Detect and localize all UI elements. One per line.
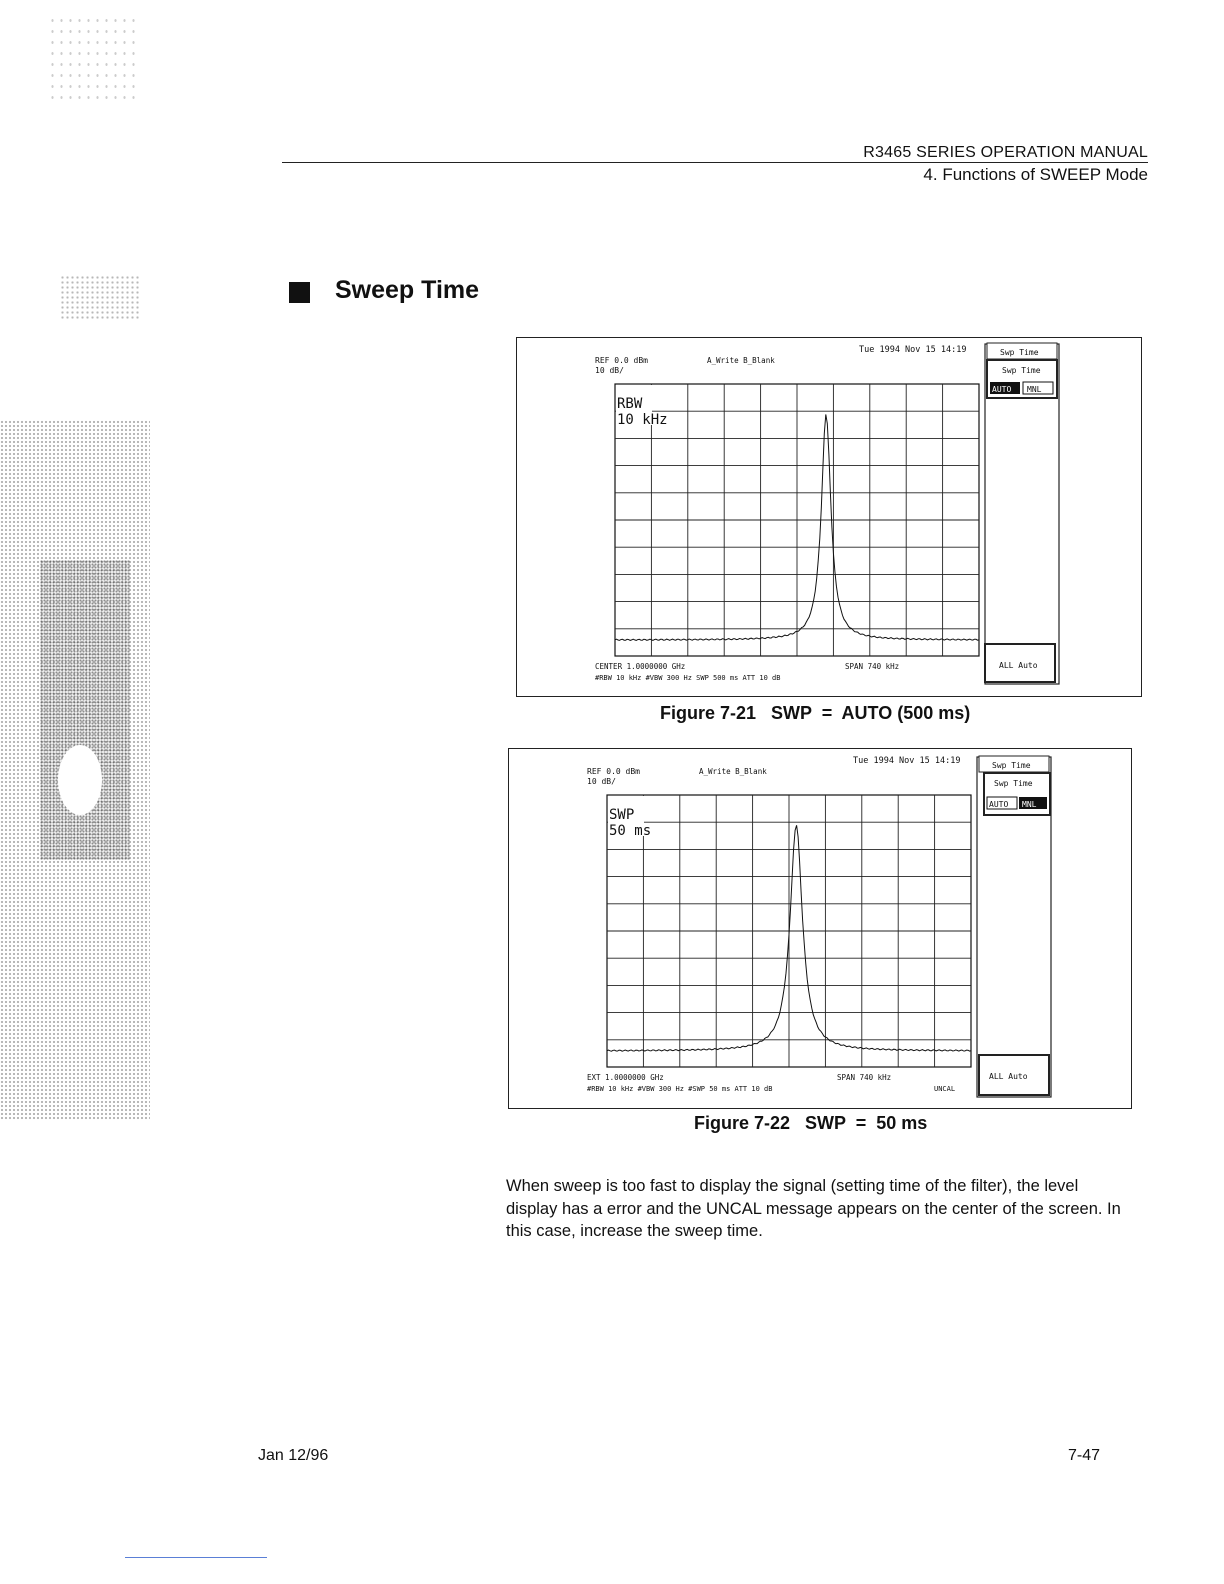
- screen-ref-level: REF 0.0 dBm: [587, 767, 640, 776]
- figure-7-21-caption: Figure 7-21 SWP = AUTO (500 ms): [660, 703, 971, 723]
- screen-span: SPAN 740 kHz: [845, 662, 900, 671]
- softkey-item-label: Swp Time: [994, 779, 1033, 788]
- footer-date: Jan 12/96: [258, 1447, 329, 1464]
- binder-hole: [58, 745, 102, 815]
- screen-center-freq: CENTER 1.0000000 GHz: [595, 662, 686, 671]
- screen-scale: 10 dB/: [595, 366, 624, 375]
- scan-noise: [40, 560, 130, 860]
- scan-noise: [60, 275, 140, 320]
- body-paragraph: When sweep is too fast to display the signal (setting time of the filter), the level display has a error and the UNCAL message appears on the center of the screen. In this case, increase the sweep time.: [506, 1177, 1121, 1240]
- trace-grid: [615, 384, 979, 656]
- screen-datetime: Tue 1994 Nov 15 14:19: [859, 345, 967, 355]
- softkey-item-label: Swp Time: [1002, 366, 1041, 375]
- screen-center-freq: EXT 1.0000000 GHz: [587, 1073, 664, 1082]
- softkey-title: Swp Time: [1000, 348, 1039, 357]
- screen-datetime: Tue 1994 Nov 15 14:19: [853, 756, 961, 766]
- figure-7-22-caption: Figure 7-22 SWP = 50 ms: [694, 1113, 928, 1133]
- section-title: Sweep Time: [335, 276, 480, 304]
- screen-uncal: UNCAL: [934, 1085, 956, 1093]
- chapter-title: 4. Functions of SWEEP Mode: [923, 165, 1148, 184]
- softkey-mnl[interactable]: MNL: [1022, 800, 1037, 809]
- screen-traces: A_Write B_Blank: [707, 356, 775, 365]
- screen-ref-level: REF 0.0 dBm: [595, 356, 648, 365]
- softkey-auto[interactable]: AUTO: [989, 800, 1009, 809]
- softkey-title: Swp Time: [992, 761, 1031, 770]
- analyzer-screen: [517, 338, 1141, 696]
- marker-label: SWP: [609, 807, 635, 823]
- screen-settings: #RBW 10 kHz #VBW 300 Hz SWP 500 ms ATT 10 dB: [595, 674, 781, 682]
- softkey-all-auto-label: ALL Auto: [999, 661, 1038, 670]
- marker-value: 50 ms: [609, 823, 652, 839]
- screen-span: SPAN 740 kHz: [837, 1073, 892, 1082]
- marker-label: RBW: [617, 396, 643, 412]
- softkey-all-auto-label: ALL Auto: [989, 1072, 1028, 1081]
- bottom-rule: [125, 1557, 267, 1558]
- marker-value: 10 kHz: [617, 412, 668, 428]
- header-rule: [282, 162, 1148, 163]
- manual-title: R3465 SERIES OPERATION MANUAL: [863, 144, 1148, 161]
- figure-7-21: [516, 337, 1142, 697]
- figure-7-22: [508, 748, 1132, 1109]
- scan-noise: [48, 15, 138, 105]
- screen-settings: #RBW 10 kHz #VBW 300 Hz #SWP 50 ms ATT 10 dB: [587, 1085, 773, 1093]
- softkey-mnl[interactable]: MNL: [1027, 385, 1042, 394]
- softkey-auto[interactable]: AUTO: [992, 385, 1012, 394]
- page-number: 7-47: [1068, 1447, 1101, 1464]
- analyzer-screen: [509, 749, 1131, 1108]
- screen-scale: 10 dB/: [587, 777, 616, 786]
- section-bullet-icon: [289, 282, 310, 303]
- screen-traces: A_Write B_Blank: [699, 767, 767, 776]
